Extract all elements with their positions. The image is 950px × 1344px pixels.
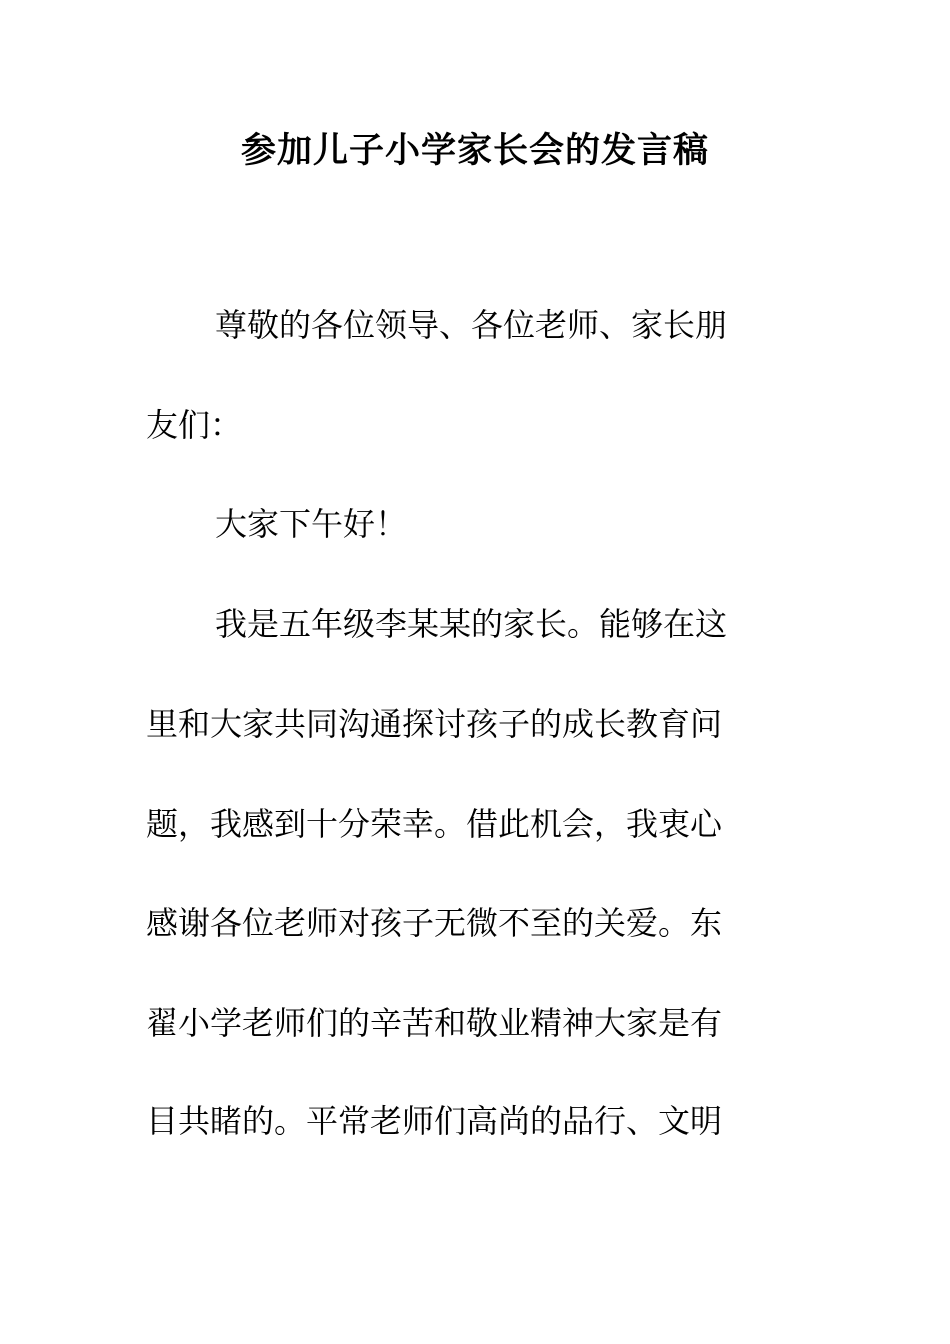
body-line: 里和大家共同沟通探讨孩子的成长教育问 <box>146 705 723 743</box>
body-line: 翟小学老师们的辛苦和敬业精神大家是有 <box>146 1004 723 1042</box>
body-line: 我是五年级李某某的家长。能够在这 <box>215 605 728 643</box>
body-line: 友们： <box>146 406 243 444</box>
body-line: 题，我感到十分荣幸。借此机会，我衷心 <box>146 805 723 843</box>
body-line: 目共睹的。平常老师们高尚的品行、文明 <box>146 1102 723 1140</box>
body-line: 大家下午好！ <box>215 505 408 543</box>
body-line: 感谢各位老师对孩子无微不至的关爱。东 <box>146 904 723 942</box>
document-title: 参加儿子小学家长会的发言稿 <box>240 131 709 171</box>
body-line: 尊敬的各位领导、各位老师、家长朋 <box>215 306 728 344</box>
